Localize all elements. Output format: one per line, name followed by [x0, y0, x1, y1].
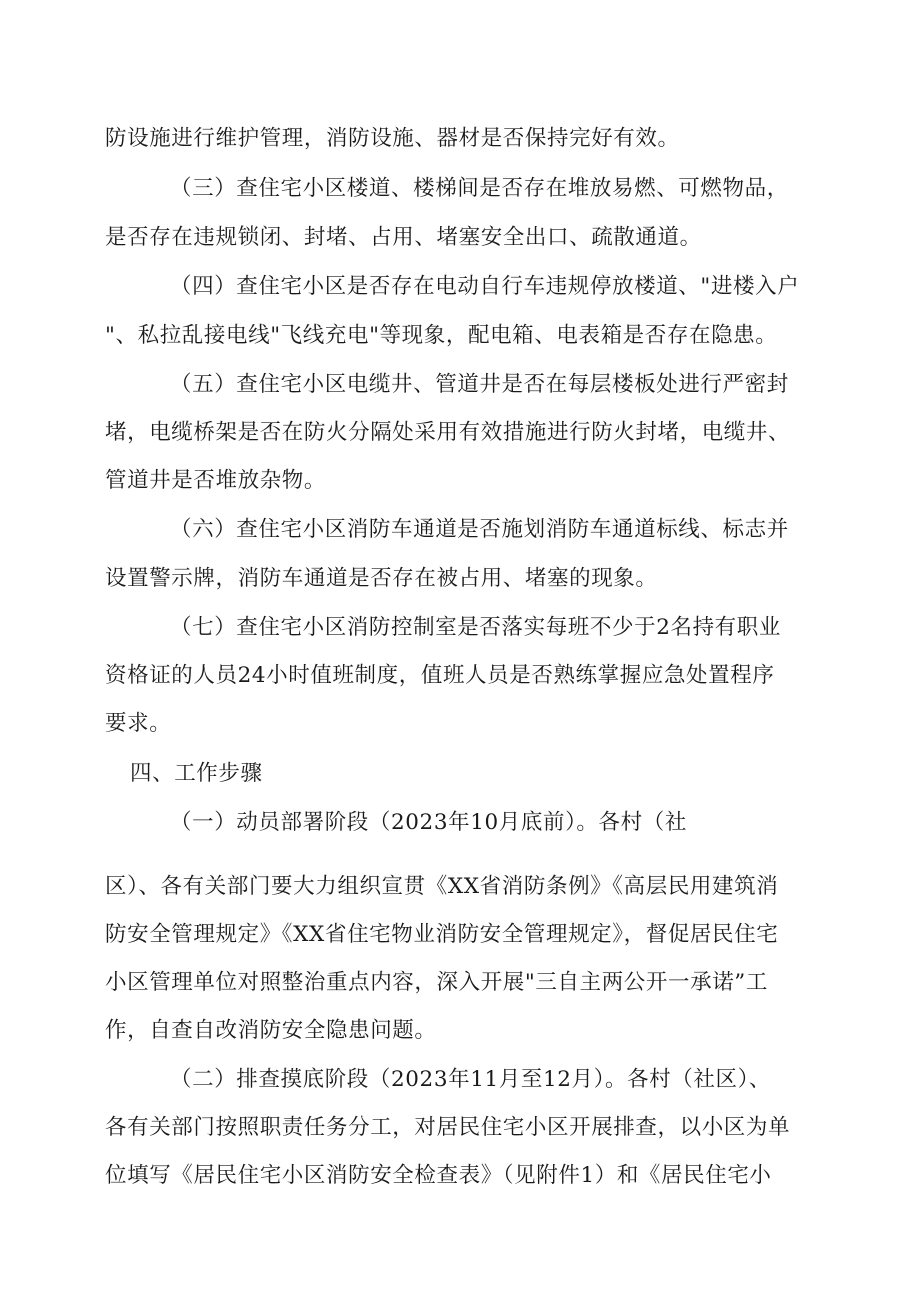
section-heading: 四、工作步骤 [130, 761, 263, 786]
paragraph-step-1-line-5: 作，自查自改消防安全隐患问题。 [105, 1018, 437, 1043]
paragraph-item-3-line-1: （三）查住宅小区楼道、楼梯间是否存在堆放易燃、可燃物品， [170, 176, 789, 201]
paragraph-item-3-line-2: 是否存在违规锁闭、封堵、占用、堵塞安全出口、疏散通道。 [105, 225, 702, 250]
paragraph-step-1-line-2: 区）、各有关部门要大力组织宣贯《XX省消防条例》《高层民用建筑消 [105, 874, 779, 899]
paragraph-item-7-line-1: （七）查住宅小区消防控制室是否落实每班不少于2名持有职业 [170, 615, 781, 640]
paragraph-item-5-line-2: 堵，电缆桥架是否在防火分隔处采用有效措施进行防火封堵，电缆井、 [105, 420, 791, 445]
paragraph-step-2-line-1: （二）排查摸底阶段（2023年11月至12月）。各村（社区）、 [170, 1067, 772, 1092]
paragraph-item-7-line-2: 资格证的人员24小时值班制度，值班人员是否熟练掌握应急处置程序 [105, 663, 775, 688]
paragraph-item-5-line-1: （五）查住宅小区电缆井、管道井是否在每层楼板处进行严密封 [170, 372, 789, 397]
paragraph-item-7-line-3: 要求。 [105, 711, 172, 736]
paragraph-step-1-line-1: （一）动员部署阶段（2023年10月底前）。各村（社 [170, 810, 687, 835]
body-line: 防设施进行维护管理，消防设施、器材是否保持完好有效。 [105, 126, 680, 151]
paragraph-item-4-line-1: （四）查住宅小区是否存在电动自行车违规停放楼道、"进楼入户 [170, 274, 800, 299]
paragraph-step-1-line-3: 防安全管理规定》《XX省住宅物业消防安全管理规定》，督促居民住宅 [105, 922, 779, 947]
paragraph-step-2-line-3: 位填写《居民住宅小区消防安全检查表》（见附件1）和《居民住宅小 [105, 1163, 772, 1188]
paragraph-item-4-line-2: "、私拉乱接电线"飞线充电"等现象，配电箱、电表箱是否存在隐患。 [105, 323, 778, 348]
paragraph-step-1-line-4: 小区管理单位对照整治重点内容，深入开展"三自主两公开一承诺”工 [105, 970, 768, 995]
paragraph-item-5-line-3: 管道井是否堆放杂物。 [105, 468, 327, 493]
paragraph-item-6-line-2: 设置警示牌，消防车通道是否存在被占用、堵塞的现象。 [105, 566, 658, 591]
paragraph-step-2-line-2: 各有关部门按照职责任务分工，对居民住宅小区开展排查，以小区为单 [105, 1115, 791, 1140]
paragraph-item-6-line-1: （六）查住宅小区消防车通道是否施划消防车通道标线、标志并 [170, 517, 789, 542]
